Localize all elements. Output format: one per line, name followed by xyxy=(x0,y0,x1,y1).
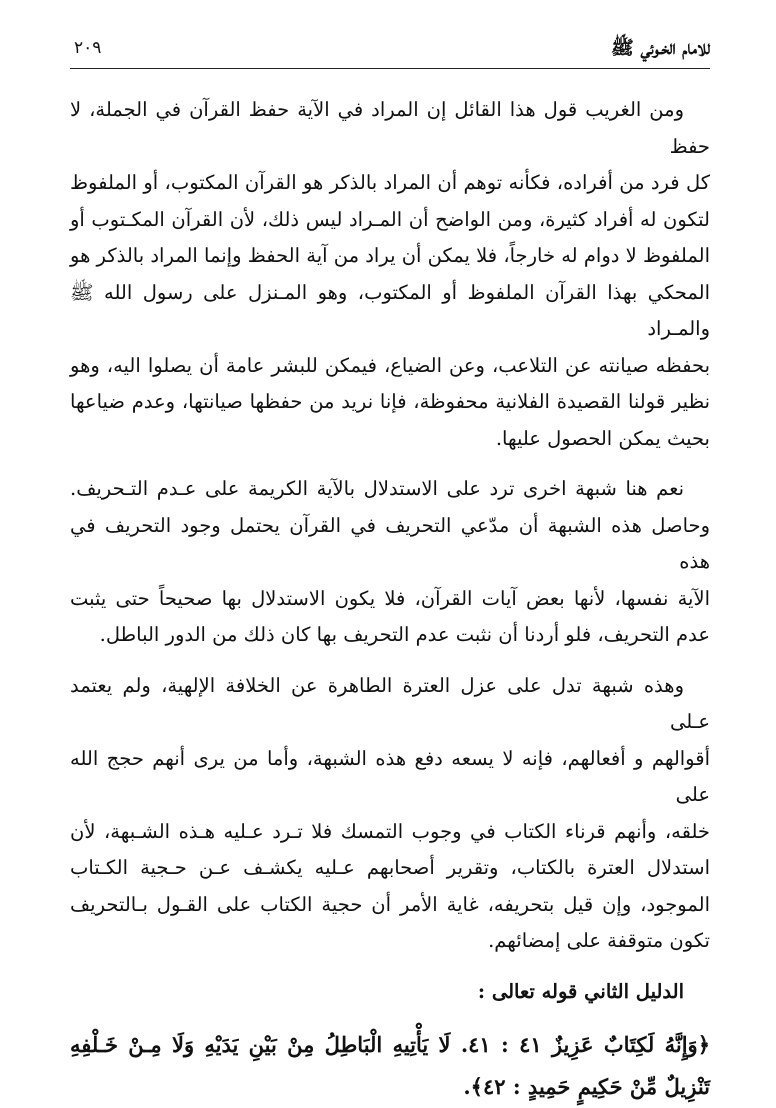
verse-line: تَنْزِيلٌ مِّنْ حَكِيمٍ حَمِيدٍ : ٤٢﴾. xyxy=(463,1074,710,1099)
text-line: بحفظه صيانته عن التلاعب، وعن الضياع، فيمكن للبشر عامة أن يصلوا اليه، وهو xyxy=(70,353,710,377)
paragraph-2 xyxy=(70,471,710,654)
text-line: بحيث يمكن الحصول عليها. xyxy=(495,426,710,450)
text-line: نعم هنا شبهة اخرى ترد على الاستدلال بالآية الكريمة على عـدم التـحريف. xyxy=(70,477,684,500)
running-title: للامام الخـوئي ﷺ xyxy=(610,37,710,59)
quran-verse xyxy=(70,1024,710,1108)
text-line: الآية نفسها، لأنها بعض آيات القرآن، فلا يكون الاستدلال بها صحيحاً حتى يثبت xyxy=(70,586,710,610)
text-line: ومن الغريب قول هذا القائل إن المراد في الآية حفظ القرآن في الجملة، لا حفظ xyxy=(70,98,710,158)
text-line: نظير قولنا القصيدة الفلانية محفوظة، فإنا نريد من حفظها صيانتها، وعدم ضياعها xyxy=(70,390,710,413)
body-text xyxy=(70,92,710,1108)
text-line: وحاصل هذه الشبهة أن مدّعي التحريف في القرآن يحتمل وجود التحريف في هذه xyxy=(70,513,710,573)
text-line: لتكون له أفراد كثيرة، ومن الواضح أن المـراد ليس ذلك، لأن القرآن المكـتوب أو xyxy=(70,207,710,231)
text-line: المحكي بهذا القرآن الملفوظ أو المكتوب، وهو المـنزل على رسول الله ﷺ والمـراد xyxy=(70,280,710,340)
text-line: كل فرد من أفراده، فكأنه توهم أن المراد بالذكر هو القرآن المكتوب، أو الملفوظ xyxy=(70,171,710,194)
text-line: الموجود، وإن قيل بتحريفه، غاية الأمر أن حجية الكتاب على القـول بـالتحريف xyxy=(70,892,710,916)
text-line: الملفوظ لا دوام له خارجاً، فلا يمكن أن يراد من آية الحفظ وإنما المراد بالذكر هو xyxy=(70,244,710,267)
text-line: استدلال العترة بالكتاب، وتقرير أصحابهم عـليه يكشـف عـن حـجية الكـتاب xyxy=(70,856,710,879)
text-line: وهذه شبهة تدل على عزل العترة الطاهرة عن الخلافة الإلهية، ولم يعتمد عـلى xyxy=(70,673,710,733)
text-line: تكون متوقفة على إمضائهم. xyxy=(488,929,710,952)
book-page xyxy=(70,30,711,1099)
page-number: ٢٠٩ xyxy=(74,38,102,58)
text-line: عدم التحريف، فلو أردنا أن نثبت عدم التحريف بها كان ذلك من الدور الباطل. xyxy=(99,623,710,646)
verse-line: ﴿وَإِنَّهُ لَكِتَابٌ عَزِيزٌ ٤١ : ٤١. لَا يَأْتِيهِ الْبَاطِلُ مِنْ بَيْنِ يَدَيْهِ وَلَا مِـنْ خَـلْفِهِ xyxy=(70,1032,711,1057)
paragraph-3 xyxy=(70,668,710,960)
paragraph-1 xyxy=(70,92,710,457)
page-header xyxy=(70,30,710,69)
text-line: خلقه، وأنهم قرناء الكتاب في وجوب التمسك فلا تـرد عـليه هـذه الشـبهة، لأن xyxy=(70,819,710,843)
section-heading: الدليل الثاني قوله تعالى : xyxy=(477,979,684,1003)
text-line: أقوالهم و أفعالهم، فإنه لا يسعه دفع هذه الشبهة، وأما من يرى أنهم حجج الله على xyxy=(70,746,710,806)
